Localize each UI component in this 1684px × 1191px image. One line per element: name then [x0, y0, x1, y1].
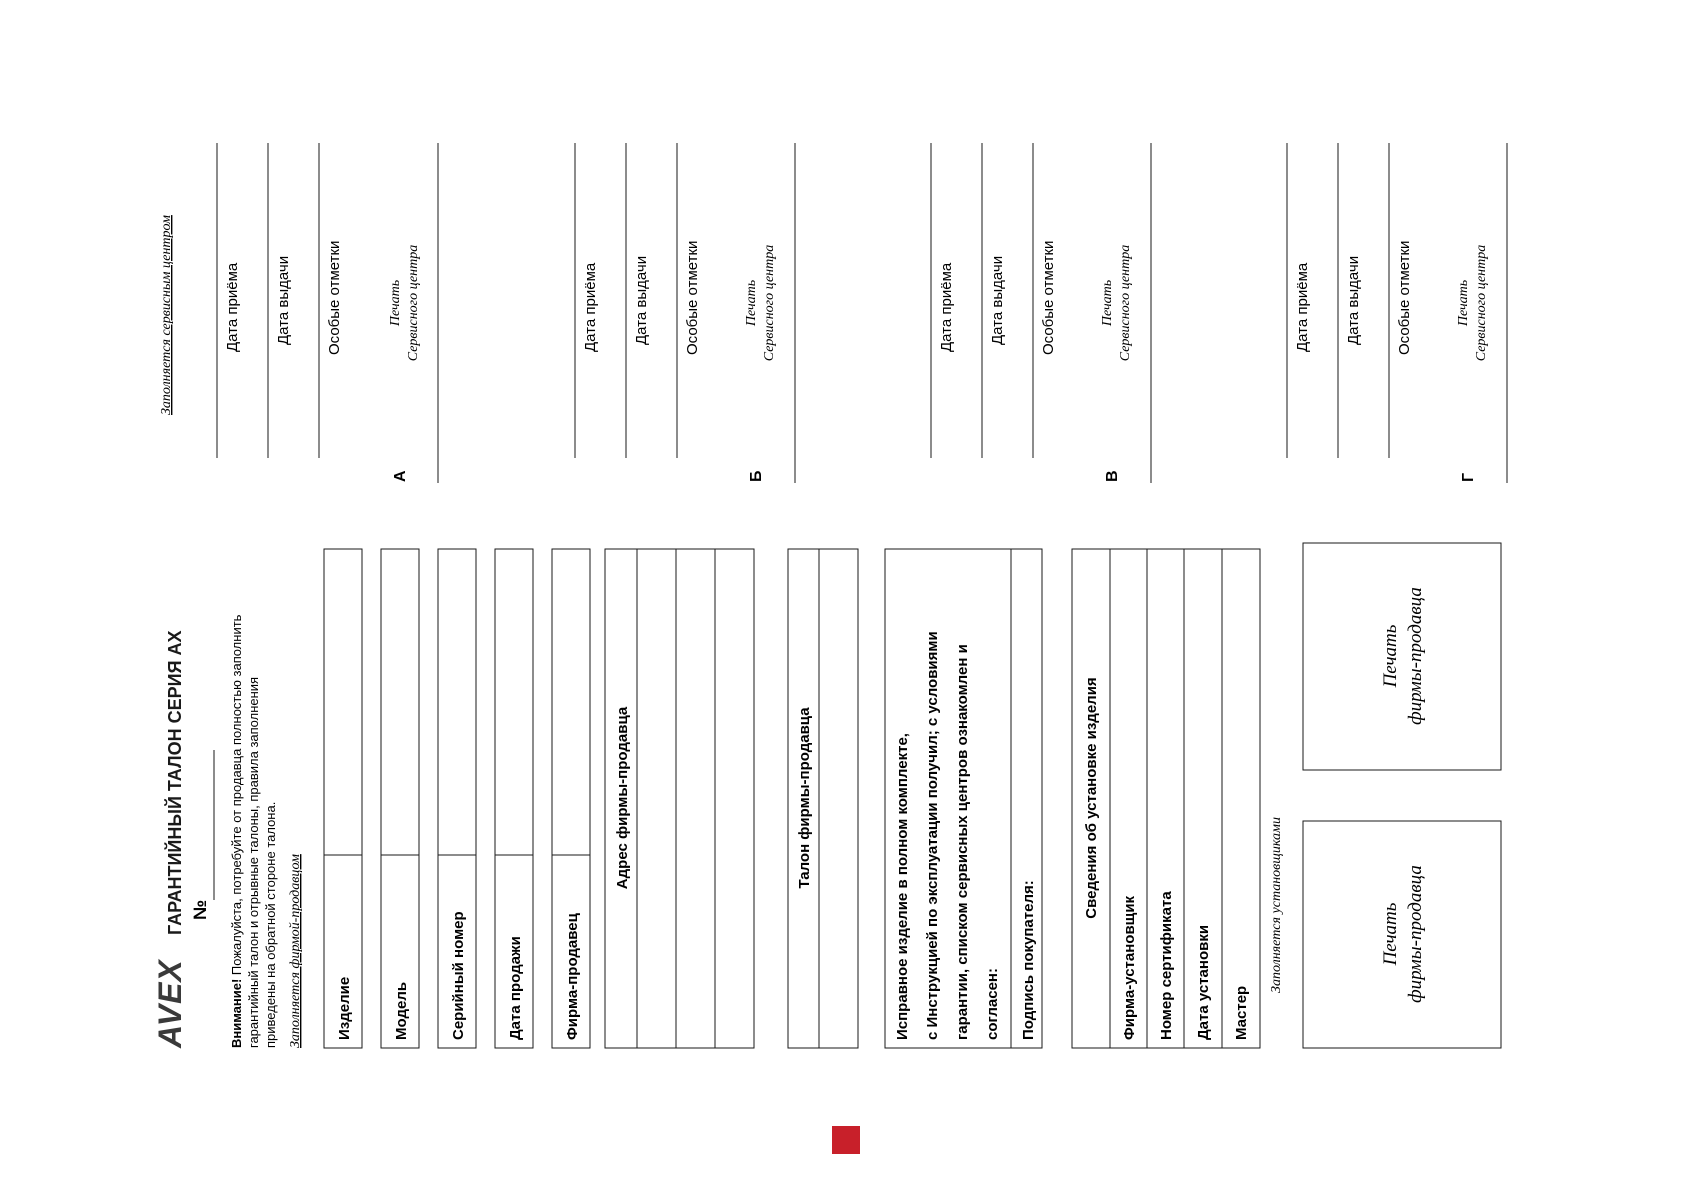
service-coupon-b[interactable] [575, 143, 795, 483]
installation-title: Сведения об установке изделия [1083, 677, 1100, 919]
coupon-letter: В [1104, 470, 1121, 482]
field-label: Модель [393, 981, 410, 1040]
seller-stamp-text-2: фирмы-продавца [1405, 587, 1426, 725]
buyer-statement-line-2: с Инструкцией по эксплуатации получил; с условиями [924, 631, 941, 1040]
special-notes-label: Особые отметки [1040, 240, 1057, 355]
field-label: Дата продажи [507, 936, 524, 1040]
seller-stamp-box-2[interactable] [1303, 543, 1501, 770]
notice-line-2: гарантийный талон и отрывные талоны, правила заполнения [246, 676, 261, 1048]
page-title: ГАРАНТИЙНЫЙ ТАЛОН СЕРИЯ АХ [165, 630, 185, 935]
field-label: Изделие [336, 976, 353, 1040]
service-stamp-text-1: Печать [388, 279, 403, 327]
field-label: Фирма-продавец [564, 913, 581, 1040]
reception-date-label: Дата приёма [582, 262, 599, 352]
coupon-letter: Б [748, 470, 765, 482]
issue-date-label: Дата выдачи [633, 255, 650, 345]
seller-stamp-box-1[interactable] [1303, 821, 1501, 1048]
avex-logo: AVEX [152, 959, 188, 1048]
service-coupon-g[interactable] [1287, 143, 1507, 483]
issue-date-label: Дата выдачи [989, 255, 1006, 345]
service-stamp-text-2: Сервисного центра [406, 244, 421, 362]
page-marker [832, 1126, 860, 1154]
buyer-statement-line-4: согласен: [984, 968, 1001, 1040]
buyer-statement-line-1: Исправное изделие в полном комплекте, [894, 733, 911, 1040]
buyer-statement-line-3: гарантии, списком сервисных центров ознакомлен и [954, 644, 971, 1040]
installation-row-certificate: Номер сертификата [1158, 891, 1175, 1040]
special-notes-label: Особые отметки [326, 240, 343, 355]
number-label: № [190, 899, 210, 920]
field-product[interactable] [324, 549, 362, 1048]
installer-fill-note: Заполняется установщиками [1269, 817, 1284, 993]
installation-row-date: Дата установки [1195, 924, 1212, 1040]
service-fill-note: Заполняется сервисным центром [159, 215, 174, 415]
coupon-letter: Г [1460, 472, 1477, 482]
coupon-letter: А [392, 470, 409, 482]
notice-line-1: Внимание! Пожалуйста, потребуйте от продавца полностью заполнить [229, 614, 244, 1048]
seller-address-label: Адрес фирмы-продавца [614, 706, 631, 890]
issue-date-label: Дата выдачи [1345, 255, 1362, 345]
seller-fill-note: Заполняется фирмой-продавцом [288, 854, 303, 1048]
special-notes-label: Особые отметки [1396, 240, 1413, 355]
special-notes-label: Особые отметки [684, 240, 701, 355]
service-stamp-text-2: Сервисного центра [1474, 244, 1489, 362]
seller-coupon-table[interactable] [788, 549, 858, 1048]
seller-address-table[interactable] [605, 549, 754, 1048]
field-seller-firm[interactable] [552, 549, 590, 1048]
buyer-statement-box[interactable] [885, 549, 1042, 1048]
seller-stamp-text-1: Печать [1380, 902, 1401, 966]
service-stamp-text-1: Печать [1456, 279, 1471, 327]
service-stamp-text-2: Сервисного центра [762, 244, 777, 362]
field-model[interactable] [381, 549, 419, 1048]
service-coupon-v[interactable] [931, 143, 1151, 483]
field-serial-number[interactable] [438, 549, 476, 1048]
installation-row-installer: Фирма-установщик [1121, 895, 1138, 1040]
notice-line-3: приведены на обратной стороне талона. [263, 801, 278, 1048]
installation-row-master: Мастер [1233, 985, 1250, 1040]
service-stamp-text-2: Сервисного центра [1118, 244, 1133, 362]
service-stamp-text-1: Печать [1100, 279, 1115, 327]
service-stamp-text-1: Печать [744, 279, 759, 327]
buyer-signature-label: Подпись покупателя: [1020, 880, 1037, 1040]
service-coupon-a[interactable] [217, 143, 438, 483]
reception-date-label: Дата приёма [224, 262, 241, 352]
seller-stamp-text-2: фирмы-продавца [1405, 865, 1426, 1003]
seller-coupon-label: Талон фирмы-продавца [796, 707, 813, 889]
reception-date-label: Дата приёма [1294, 262, 1311, 352]
field-sale-date[interactable] [495, 549, 533, 1048]
reception-date-label: Дата приёма [938, 262, 955, 352]
field-label: Серийный номер [450, 911, 467, 1040]
issue-date-label: Дата выдачи [275, 255, 292, 345]
installation-table[interactable] [1072, 549, 1260, 1048]
seller-stamp-text-1: Печать [1380, 624, 1401, 688]
